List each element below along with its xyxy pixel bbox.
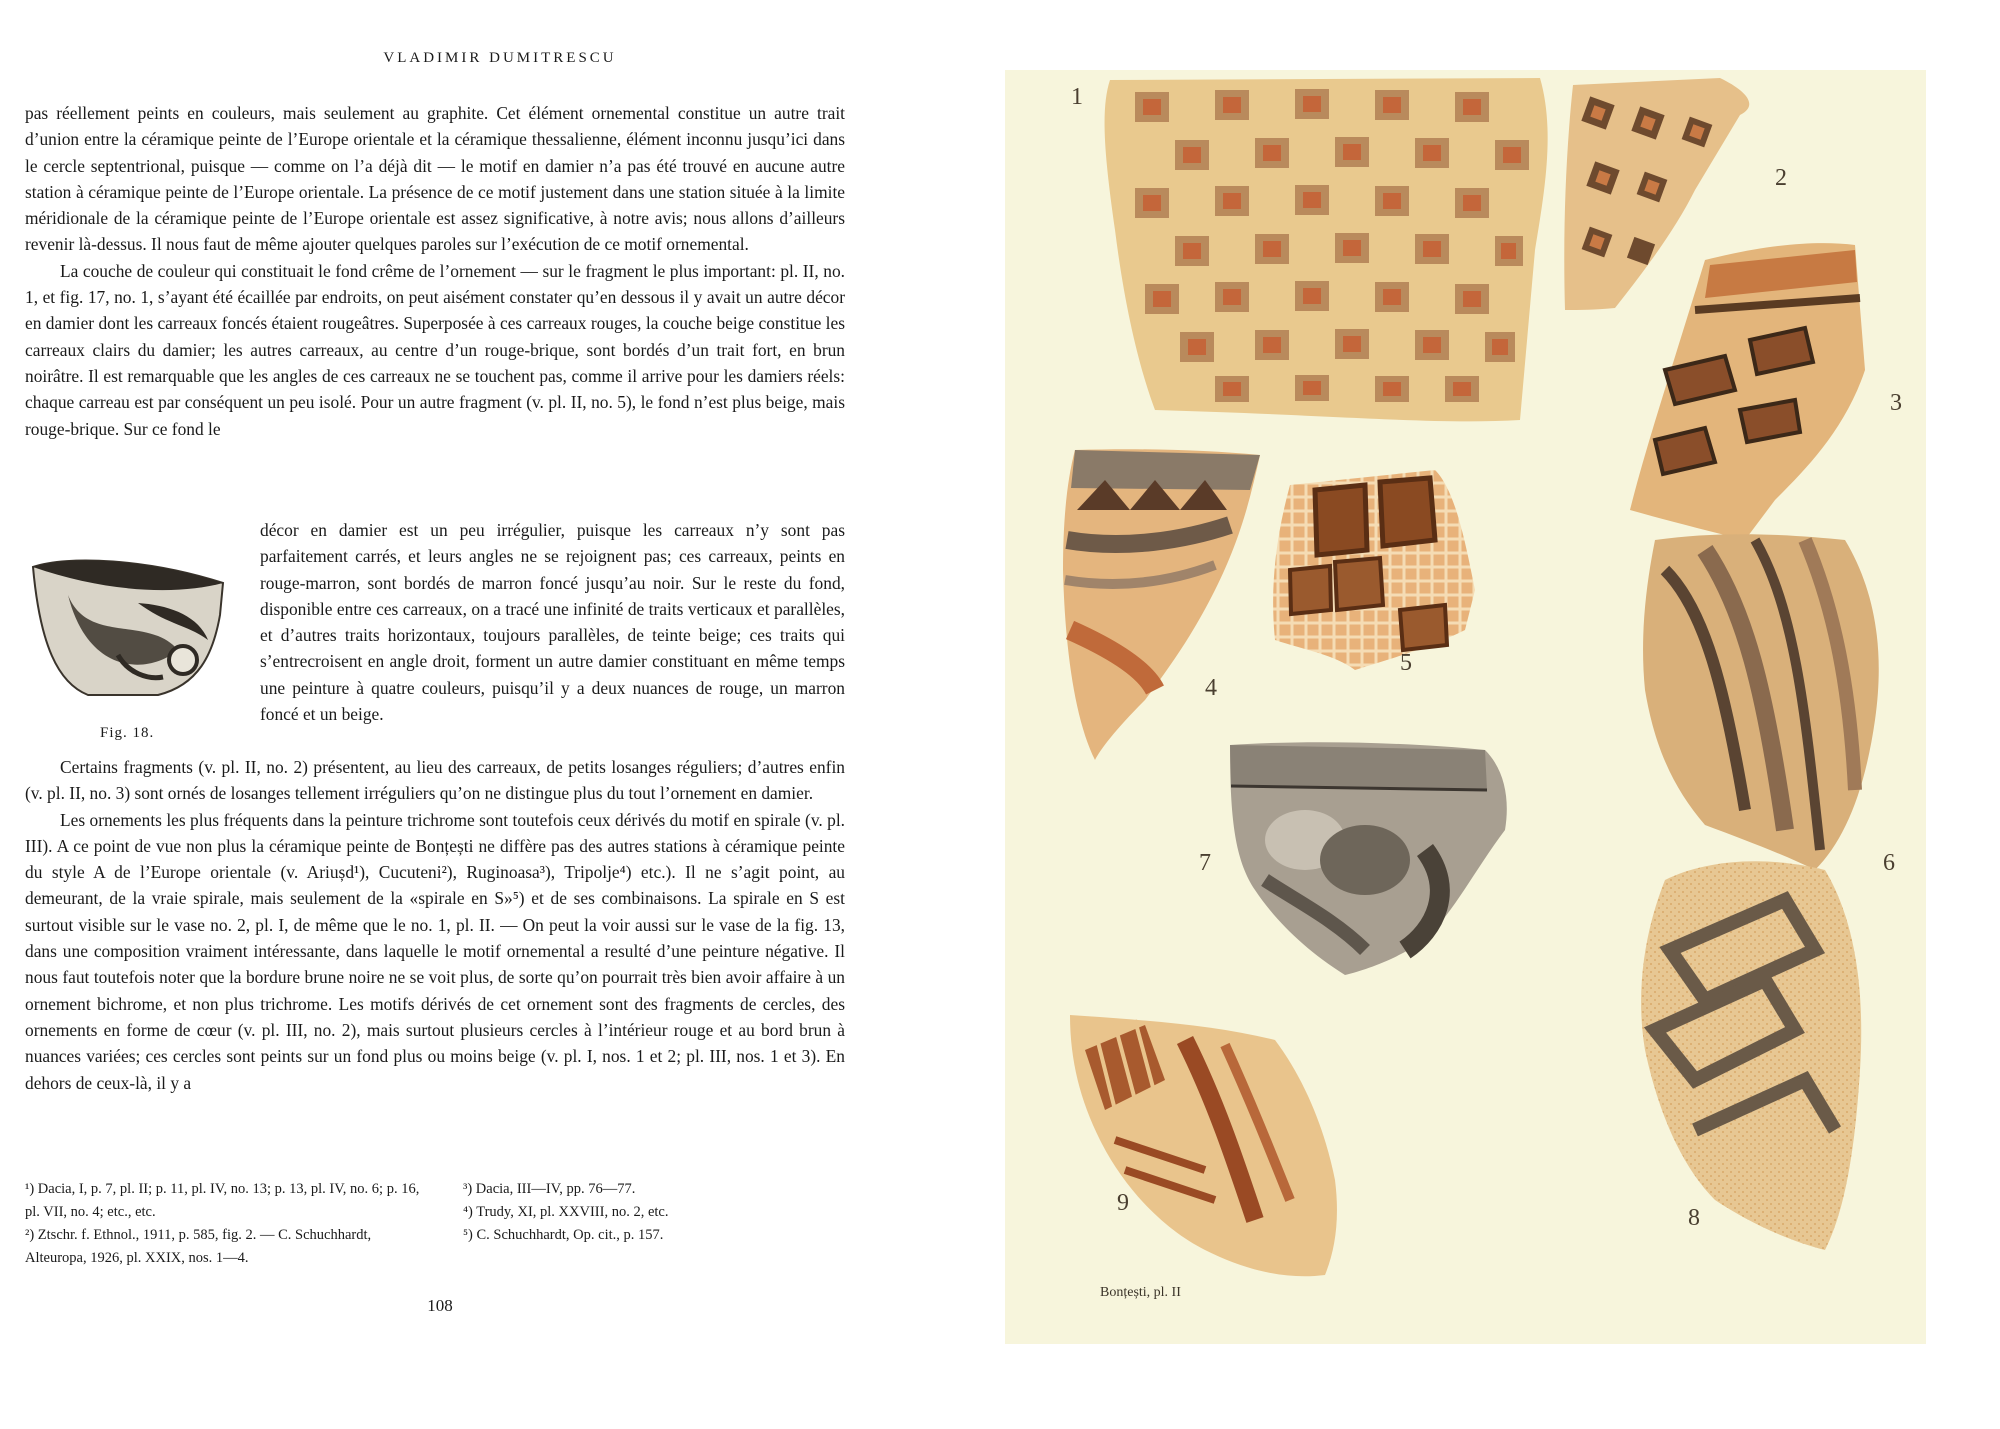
footnote: ³) Dacia, III—IV, pp. 76—77. (463, 1181, 636, 1197)
fragment-8 (1641, 861, 1861, 1250)
fragment-number: 3 (1890, 390, 1902, 416)
paragraph: pas réellement peints en couleurs, mais seulement au graphite. Cet élément ornemental constitue un autre trait d’union entre la céramique peinte de l’Europe orientale et la céramique thessalienne, élément inconnu jusqu’ici dans le cercle septentrional, puisque — comme on l’a déjà dit — le motif en damier n’a pas été trouvé en aucune autre station à céramique peinte de l’Europe orientale. La présence de ce motif justement dans une station située à la limite méridionale de la céramique peinte de l’Europe orientale est assez significative, à notre avis; nous allons d’ailleurs revenir là-dessus. Il nous faut de même ajouter quelques paroles sur l’exécution de ce motif ornemental. (25, 103, 845, 255)
plate-illustration (1005, 70, 1926, 1344)
fragment-6 (1643, 534, 1879, 870)
text-block-bottom (25, 754, 845, 1096)
footnote: ⁴) Trudy, XI, pl. XXVIII, no. 2, etc. (463, 1204, 669, 1220)
footnotes-left (25, 1178, 425, 1270)
fragment-3 (1630, 243, 1865, 540)
footnote: ⁵) C. Schuchhardt, Op. cit., p. 157. (463, 1227, 664, 1243)
page-number: 108 (427, 1296, 453, 1315)
fragment-number: 1 (1071, 84, 1083, 110)
fragment-number: 4 (1205, 675, 1217, 701)
fragment-number: 8 (1688, 1205, 1700, 1231)
figure-caption: Fig. 18. (100, 725, 155, 741)
fragment-number: 2 (1775, 165, 1787, 191)
paragraph: Certains fragments (v. pl. II, no. 2) présentent, au lieu des carreaux, de petits losanges réguliers; d’autres enfin (v. pl. II, no. 3) sont ornés de losanges tellement irréguliers qu’on ne distingue plus du tout l’ornement en damier. (25, 757, 845, 804)
fragment-5 (1273, 470, 1475, 670)
plate-caption: Bonțești, pl. II (1100, 1285, 1181, 1300)
paragraph: La couche de couleur qui constituait le fond crême de l’ornement — sur le fragment le plus important: pl. II, no. 1, et fig. 17, no. 1, s’ayant été écaillée par endroits, on peut aisément constater qu’en dessous il y avait un autre décor en damier dont les carreaux foncés étaient rougeâtres. Superposée à ces carreaux rouges, la couche beige constitue les carreaux clairs du damier; les autres carreaux, au centre d’un rouge-brique, sont bordés d’un trait fort, en brun noirâtre. Il est remarquable que les angles de ces carreaux ne se touchent pas, comme il arrive pour les damiers réels: chaque carreau est par conséquent un peu isolé. Pour un autre fragment (v. pl. II, no. 5), le fond n’est plus beige, mais rouge-brique. Sur ce fond le (25, 260, 845, 439)
footnote: ²) Ztschr. f. Ethnol., 1911, p. 585, fig. 2. — C. Schuchhardt, Alteuropa, 1926, pl. XXIX, nos. 1—4. (25, 1227, 372, 1266)
paragraph: décor en damier est un peu irrégulier, puisque les carreaux n’y sont pas parfaitement carrés, et leurs angles ne se rejoignent pas; ces carreaux, peints en rouge-marron, sont bordés de marron foncé jusqu’au noir. Sur le reste du fond, disponible entre ces carreaux, on a tracé une infinité de traits verticaux et parallèles, et d’autres traits horizontaux, toujours parallèles, de teinte beige; ces traits qui s’entrecroisent en angle droit, forment un autre damier constituant en même temps une peinture à quatre couleurs, puisqu’il y a deux nuances de rouge, un marron foncé et un beige. (260, 520, 845, 725)
fragment-7 (1230, 742, 1507, 975)
running-head: VLADIMIR DUMITRESCU (383, 50, 617, 66)
fragment-number: 5 (1400, 650, 1412, 676)
color-plate (1005, 70, 1926, 1344)
footnote: ¹) Dacia, I, p. 7, pl. II; p. 11, pl. IV, no. 13; p. 13, pl. IV, no. 6; p. 16, pl. VII, no. 4; etc., etc. (25, 1181, 420, 1220)
fragment-9 (1070, 1015, 1337, 1276)
text-block-top (25, 100, 845, 442)
fragment-1 (1105, 78, 1548, 421)
fragment-4 (1063, 449, 1260, 760)
figure-18-image (28, 555, 228, 700)
fragment-number: 9 (1117, 1190, 1129, 1216)
paragraph: Les ornements les plus fréquents dans la peinture trichrome sont toutefois ceux dérivés du motif en spirale (v. pl. III). A ce point de vue non plus la céramique peinte de Bonțești ne diffère pas des autres stations à céramique peinte du style A de l’Europe orientale (v. Ariușd¹), Cucuteni²), Ruginoasa³), Tripolje⁴) etc.). Il ne s’agit point, au demeurant, de la vraie spirale, mais seulement de la «spirale en S»⁵) et de ses combinaisons. La spirale en S est surtout visible sur le vase no. 2, pl. I, de même que le no. 1, pl. II. — On peut la voir aussi sur le vase de la fig. 13, dans une composition vraiment intéressante, dans laquelle le motif ornemental a resulté d’une peinture négative. Il nous faut toutefois noter que la bordure brune noire ne se voit plus, de sorte qu’on pourrait très bien avoir affaire à un ornement bichrome, et non plus trichrome. Les motifs dérivés de cet ornement sont des fragments de cercles, des ornements en forme de cœur (v. pl. III, no. 2), mais surtout plusieurs cercles à l’intérieur rouge et au bord brun à nuances variées; ces cercles sont peints sur un fond plus ou moins beige (v. pl. I, nos. 1 et 2; pl. III, nos. 1 et 3). En dehors de ceux-là, il y a (25, 809, 845, 1093)
fragment-number: 6 (1883, 850, 1895, 876)
fragment-number: 7 (1199, 850, 1211, 876)
footnotes-right (463, 1178, 843, 1247)
text-wrap-block (260, 517, 845, 727)
